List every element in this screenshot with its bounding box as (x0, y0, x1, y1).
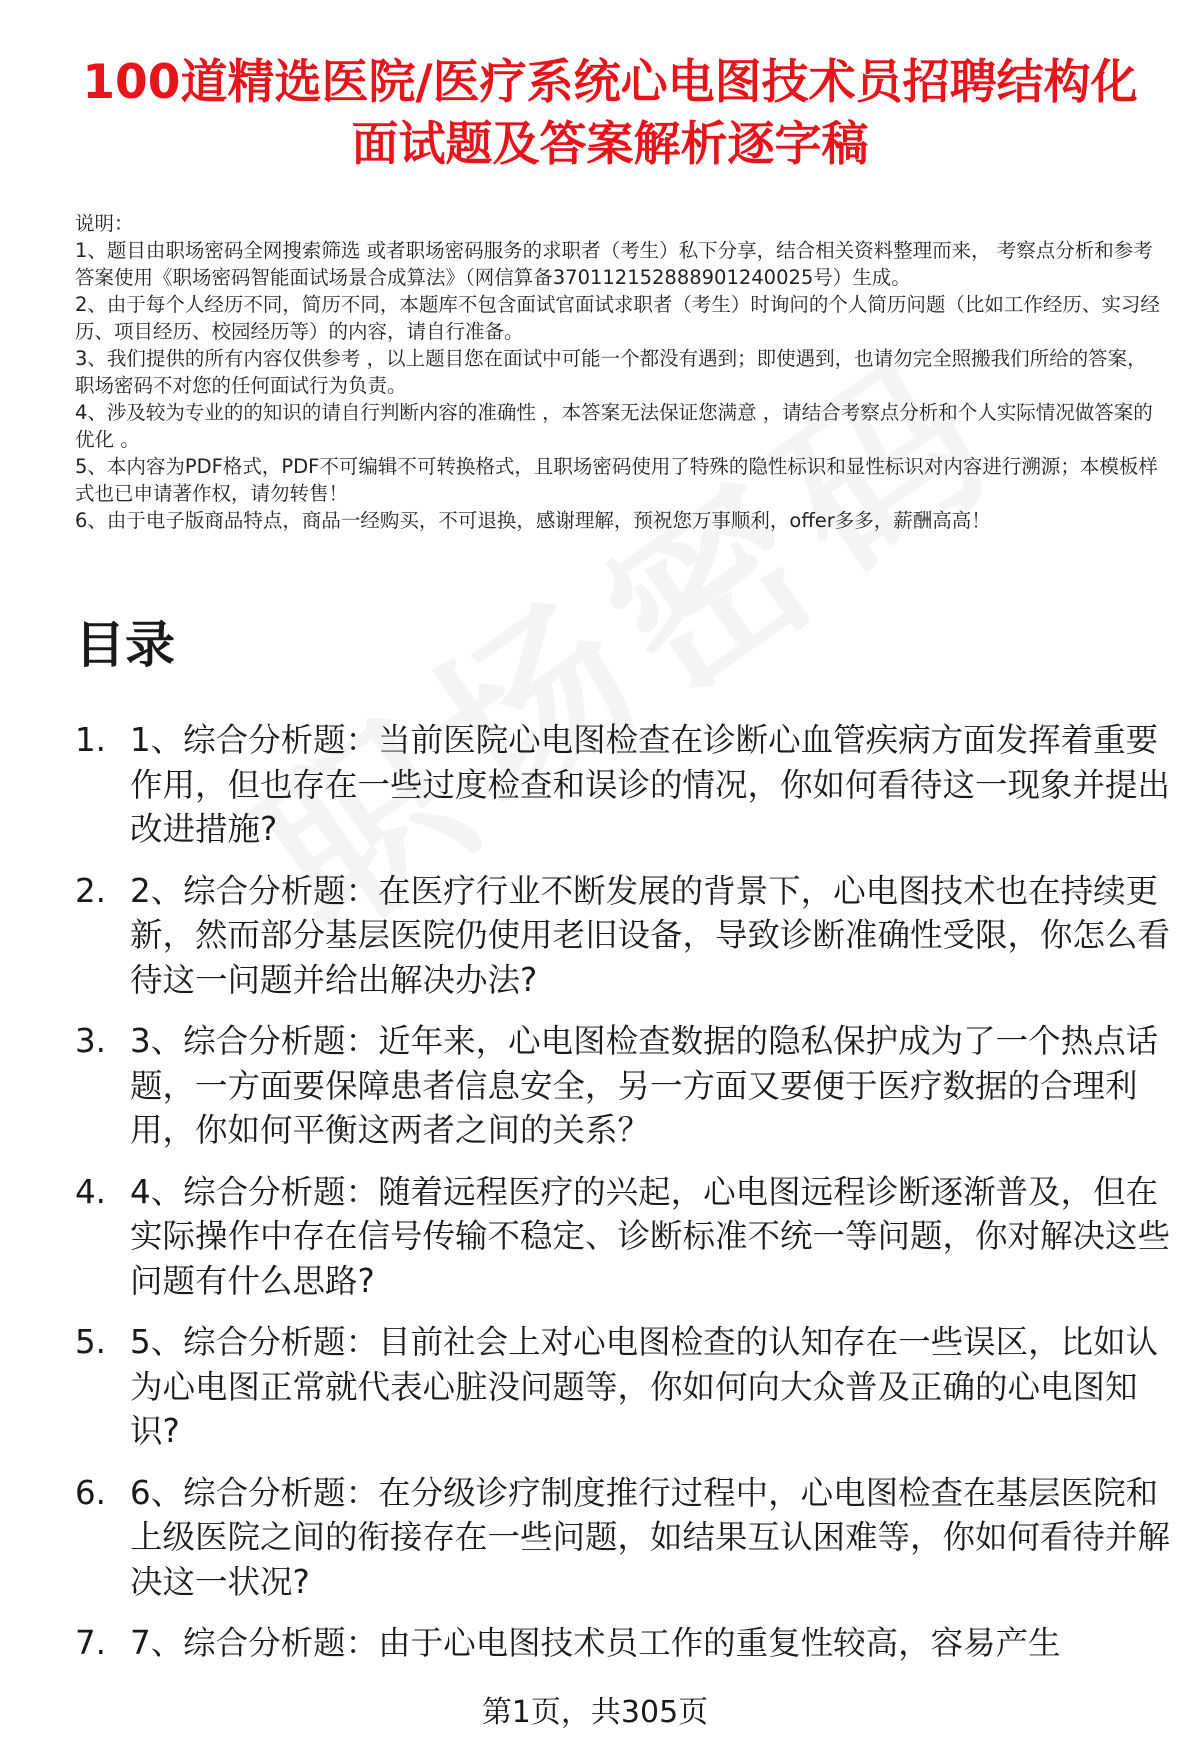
toc-item-number: 7. (75, 1624, 107, 1662)
document-title: 100道精选医院/医疗系统心电图技术员招聘结构化面试题及答案解析逐字稿 (82, 55, 1138, 172)
toc-item-text[interactable]: 2、综合分析题：在医疗行业不断发展的背景下，心电图技术也在持续更新，然而部分基层医院仍使用老旧设备，导致诊断准确性受限，你怎么看待这一问题并给出解决办法? (130, 871, 1171, 999)
toc-item[interactable] (75, 1621, 1170, 1666)
toc-item-number: 1. (75, 721, 107, 759)
toc-item[interactable] (75, 1320, 1170, 1454)
toc-item-number: 6. (75, 1473, 107, 1512)
toc-item-text[interactable]: 7、综合分析题：由于心电图技术员工作的重复性较高，容易产生 (130, 1624, 1061, 1662)
toc-item-number: 5. (75, 1323, 107, 1361)
note-item: 3、我们提供的所有内容仅供参考 ，以上题目您在面试中可能一个都没有遇到；即使遇到，也请勿完全照搬我们所给的答案，职场密码不对您的任何面试行为负责。 (75, 347, 1147, 397)
toc-item-number: 2. (75, 871, 107, 910)
notes-heading: 说明： (75, 212, 134, 235)
toc-item-text[interactable]: 5、综合分析题：目前社会上对心电图检查的认知存在一些误区，比如认为心电图正常就代表心脏没问题等，你如何向大众普及正确的心电图知识? (130, 1323, 1159, 1450)
toc-item-text[interactable]: 3、综合分析题：近年来，心电图检查数据的隐私保护成为了一个热点话题，一方面要保障患者信息安全，另一方面又要便于医疗数据的合理利用，你如何平衡这两者之间的关系？ (130, 1022, 1159, 1149)
table-of-contents (75, 718, 1170, 1683)
notes-section (75, 210, 1165, 534)
toc-item[interactable] (75, 1471, 1170, 1605)
toc-item[interactable] (75, 1170, 1170, 1304)
note-item: 2、由于每个人经历不同，简历不同，本题库不包含面试官面试求职者（考生）时询问的个人简历问题（比如工作经历、实习经历、项目经历、校园经历等）的内容，请自行准备。 (75, 293, 1160, 343)
toc-item-text[interactable]: 4、综合分析题：随着远程医疗的兴起，心电图远程诊断逐渐普及，但在实际操作中存在信号传输不稳定、诊断标准不统一等问题，你对解决这些问题有什么思路? (130, 1172, 1171, 1300)
toc-item[interactable] (75, 869, 1170, 1003)
note-item: 4、涉及较为专业的的知识的请自行判断内容的准确性 ，本答案无法保证您满意 ，请结合考察点分析和个人实际情况做答案的优化 。 (75, 401, 1153, 451)
toc-item-number: 4. (75, 1172, 107, 1211)
toc-heading: 目录 (75, 616, 175, 674)
toc-item-text[interactable]: 6、综合分析题：在分级诊疗制度推行过程中，心电图检查在基层医院和上级医院之间的衔接存在一些问题，如结果互认困难等，你如何看待并解决这一状况? (130, 1473, 1171, 1601)
toc-item-number: 3. (75, 1022, 107, 1060)
note-item: 1、题目由职场密码全网搜索筛选 或者职场密码服务的求职者（考生）私下分享，结合相关资料整理而来， 考察点分析和参考答案使用《职场密码智能面试场景合成算法》（网信算备370112152888901240025号）生成。 (75, 239, 1153, 289)
note-item: 6、由于电子版商品特点，商品一经购买，不可退换，感谢理解，预祝您万事顺利，offer多多，薪酬高高！ (75, 509, 991, 532)
toc-item[interactable] (75, 1019, 1170, 1153)
toc-item[interactable] (75, 718, 1170, 852)
toc-item-text[interactable]: 1、综合分析题：当前医院心电图检查在诊断心血管疾病方面发挥着重要作用，但也存在一些过度检查和误诊的情况，你如何看待这一现象并提出改进措施? (130, 721, 1171, 848)
page-footer: 第1页，共305页 (481, 1695, 709, 1730)
note-item: 5、本内容为PDF格式，PDF不可编辑不可转换格式，且职场密码使用了特殊的隐性标识和显性标识对内容进行溯源；本模板样式也已申请著作权，请勿转售！ (75, 455, 1158, 505)
